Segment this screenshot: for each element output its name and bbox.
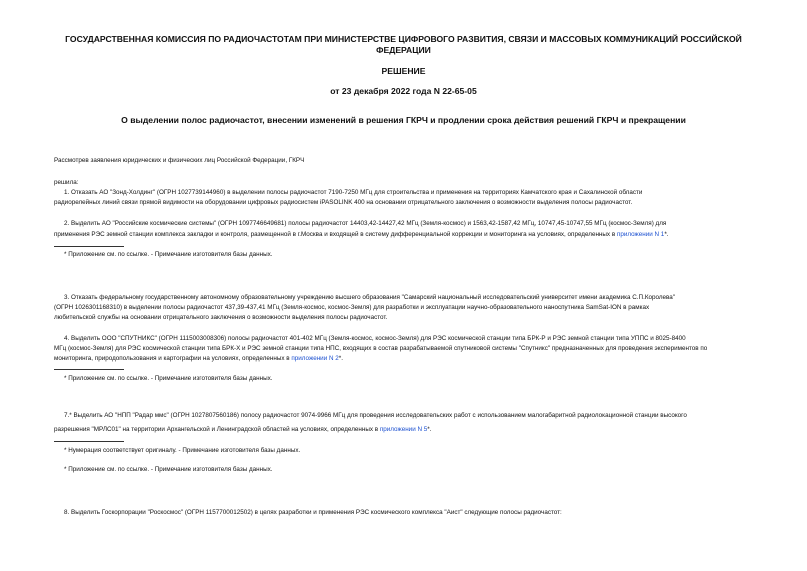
- appendix-1-link[interactable]: приложении N 1: [616, 231, 665, 238]
- item-4-line-1: 4. Выделить ООО "СПУТНИКС" (ОГРН 1115003008306) полосы радиочастот 401-402 МГц (Земля-космос, космос-Земля) для РЭС космической станции типа БРК-Р и РЭС земной станции типа УППС и 8025-8400: [64, 335, 686, 342]
- document-date-number: от 23 декабря 2022 года N 22-65-05: [330, 86, 477, 96]
- item-2-line-2: [54, 229, 798, 240]
- resolved-label: решила:: [54, 179, 79, 186]
- item-2-text: применения РЭС земной станции комплекса закладки и контроля, размещенной в г.Москва и входящей в систему дифференциальной коррекции и мониторинга на условиях, определенных в: [54, 231, 617, 238]
- item-7-footnote-mark: *.: [427, 426, 432, 433]
- footnote-3: * Нумерация соответствует оригиналу. - Примечание изготовителя базы данных.: [64, 447, 301, 454]
- footnote-rule: [54, 441, 124, 442]
- item-4-line-2: МГц (космос-Земля) для РЭС космической станции типа БРК-Х и РЭС земной станции типа НПС, входящих в состав разрабатываемой спутниковой системы "Спутникс" предназначенных для проведения экспериментов по: [54, 345, 708, 352]
- item-4-text: мониторинга, природопользования и картографии на условиях, определенных в: [54, 355, 292, 362]
- item-3-line-2: (ОГРН 1026301168310) в выделении полосы радиочастот 437,39-437,41 МГц (Земля-космос, космос-Земля) для разработки и эксплуатации научно-образовательного наноспутника SamSat-ION в рамках: [54, 304, 650, 311]
- item-7-line-1: 7.* Выделить АО "НПП "Радар ммс" (ОГРН 1027807560186) полосу радиочастот 9074-9966 МГц для проведения исследовательских работ с использованием малогабаритной радиолокационной станции высокого: [64, 412, 687, 419]
- item-1-line-2: радиорелейных линий связи прямой видимости на оборудовании цифровых радиосистем iPASOLINK 400 на основании отрицательного заключения о возможности выделения полосы радиочастот.: [54, 199, 633, 206]
- document-type: РЕШЕНИЕ: [381, 66, 426, 76]
- item-2-footnote-mark: *.: [664, 231, 669, 238]
- preamble: Рассмотрев заявления юридических и физических лиц Российской Федерации, ГКРЧ: [54, 157, 305, 164]
- footnote-1: * Приложение см. по ссылке. - Примечание изготовителя базы данных.: [64, 251, 273, 258]
- item-4-footnote-mark: *.: [338, 355, 343, 362]
- issuing-authority: ГОСУДАРСТВЕННАЯ КОМИССИЯ ПО РАДИОЧАСТОТАМ ПРИ МИНИСТЕРСТВЕ ЦИФРОВОГО РАЗВИТИЯ, СВЯЗИ И МАССОВЫХ КОММУНИКАЦИЙ РОССИЙСКОЙ ФЕДЕРАЦИИ: [65, 34, 742, 55]
- footnote-rule: [54, 246, 124, 247]
- item-7-line-2: [54, 424, 798, 435]
- item-2-line-1: 2. Выделить АО "Российские космические системы" (ОГРН 1097746649681) полосы радиочастот 14403,42-14427,42 МГц (Земля-космос) и 1563,42-1587,42 МГц, 10747,45-10747,55 МГц (космос-Земля) для: [64, 220, 667, 227]
- item-3-line-1: 3. Отказать федеральному государственному автономному образовательному учреждению высшего образования "Самарский национальный исследовательский университет имени академика С.П.Королева": [64, 294, 676, 301]
- item-8-line-1: 8. Выделить Госкорпорации "Роскосмос" (ОГРН 1157700012502) в целях разработки и применения РЭС космического комплекса "Аист" следующие полосы радиочастот:: [64, 509, 562, 516]
- item-7-text: разрешения "МРЛС01" на территории Архангельской и Ленинградской областей на условиях, определенных в: [54, 426, 380, 433]
- footnote-2: * Приложение см. по ссылке. - Примечание изготовителя базы данных.: [64, 375, 273, 382]
- document-subject: О выделении полос радиочастот, внесении изменений в решения ГКРЧ и продлении срока действия решений ГКРЧ и прекращении: [121, 115, 686, 125]
- item-3-line-3: любительской службы на основании отрицательного заключения о возможности выделения полосы радиочастот.: [54, 314, 388, 321]
- appendix-5-link[interactable]: приложении N 5: [379, 426, 428, 433]
- item-1-line-1: 1. Отказать АО "Зонд-Холдинг" (ОГРН 1027739144960) в выделении полосы радиочастот 7190-7250 МГц для строительства и применения на территориях Камчатского края и Сахалинской области: [64, 189, 643, 196]
- footnote-4: * Приложение см. по ссылке. - Примечание изготовителя базы данных.: [64, 466, 273, 473]
- footnote-rule: [54, 369, 124, 370]
- appendix-2-link[interactable]: приложении N 2: [291, 355, 339, 362]
- item-4-line-3: [54, 353, 798, 364]
